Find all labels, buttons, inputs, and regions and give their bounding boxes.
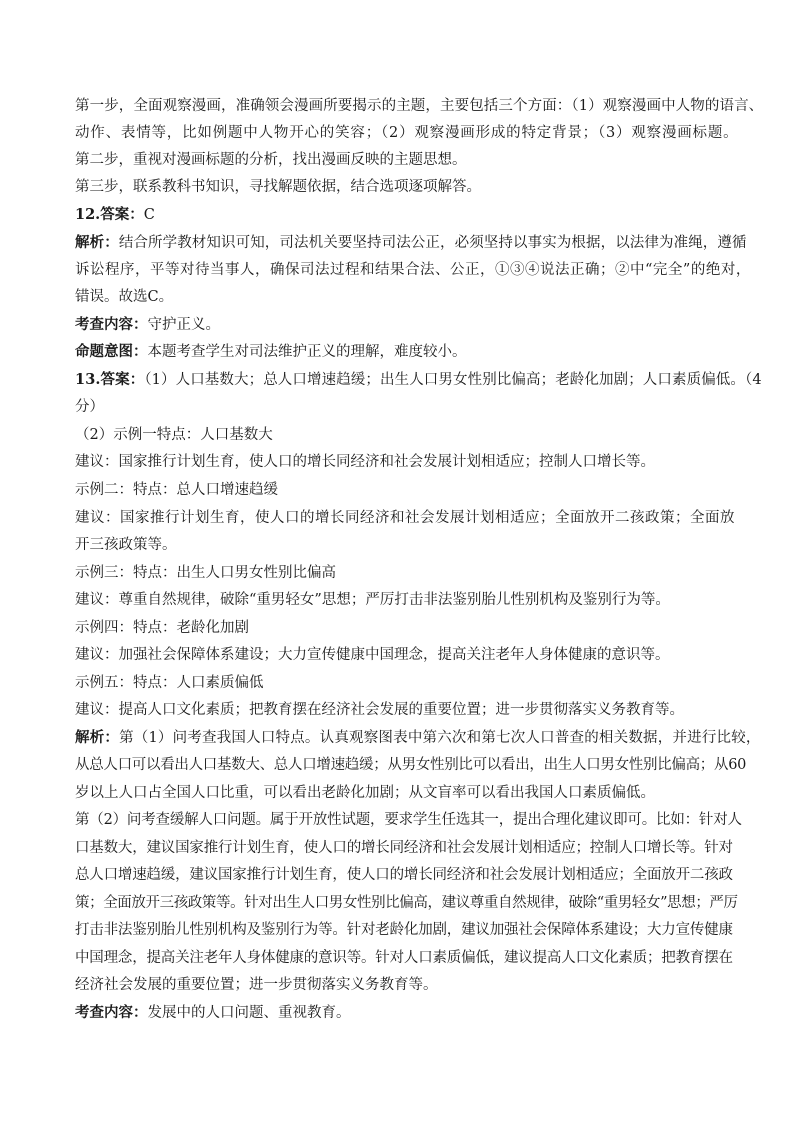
text-line: 口基数大，建议国家推行计划生育，使人口的增长同经济和社会发展计划相适应；控制人口增长等。针对 <box>75 840 733 856</box>
text-line: 分） <box>75 399 104 415</box>
text-line: 经济社会发展的重要位置；进一步贯彻落实义务教育等。 <box>75 977 438 993</box>
text-line: 动作、表情等，比如例题中人物开心的笑容；（2）观察漫画形成的特定背景；（3）观察漫画标题。 <box>75 125 739 141</box>
text-line: 诉讼程序，平等对待当事人，确保司法过程和结果合法、公正，①③④说法正确；②中“完全”的绝对， <box>75 262 751 278</box>
intent-text: 本题考查学生对司法维护正义的理解，难度较小。 <box>147 344 467 360</box>
answer-value: C <box>143 207 155 223</box>
text-line: 示例二：特点：总人口增速趋缓 <box>75 482 278 498</box>
answer-line <box>75 205 155 225</box>
text-line: （2）示例一特点：人口基数大 <box>75 427 273 443</box>
text-line: 建议：提高人口文化素质；把教育摆在经济社会发展的重要位置；进一步贯彻落实义务教育等。 <box>75 702 684 718</box>
content-label: 考查内容： <box>75 1004 148 1021</box>
analysis-label: 解析： <box>75 729 120 746</box>
text-line: 建议：国家推行计划生育，使人口的增长同经济和社会发展计划相适应；控制人口增长等。 <box>75 454 655 470</box>
intent-line <box>75 342 467 362</box>
text-line: 策；全面放开三孩政策等。针对出生人口男女性别比偏高，建议尊重自然规律，破除“重男轻女”思想；严厉 <box>75 895 738 911</box>
text-line: 建议：加强社会保障体系建设；大力宣传健康中国理念，提高关注老年人身体健康的意识等。 <box>75 647 670 663</box>
answer-label: 13.答案： <box>75 371 145 388</box>
content-line <box>75 315 220 335</box>
text-line: 示例四：特点：老龄化加剧 <box>75 620 249 636</box>
text-line: 第一步，全面观察漫画，准确领会漫画所要揭示的主题，主要包括三个方面：（1）观察漫画中人物的语言、 <box>75 98 764 114</box>
text-line: 示例五：特点：人口素质偏低 <box>75 675 264 691</box>
answer-label: 12.答案： <box>75 206 144 223</box>
text-line: 第二步，重视对漫画标题的分析，找出漫画反映的主题思想。 <box>75 152 467 168</box>
text-line: 从总人口可以看出人口基数大、总人口增速趋缓；从男女性别比可以看出，出生人口男女性别比偏高；从60 <box>75 757 747 773</box>
text-line: 第三步，联系教科书知识，寻找解题依据，结合选项逐项解答。 <box>75 179 481 195</box>
analysis-line <box>75 233 747 253</box>
content-line <box>75 1003 351 1023</box>
content-label: 考查内容： <box>75 316 148 333</box>
analysis-label: 解析： <box>75 234 119 251</box>
text-line: 建议：国家推行计划生育，使人口的增长同经济和社会发展计划相适应；全面放开二孩政策；全面放 <box>75 510 735 526</box>
answer-line <box>75 370 762 390</box>
text-line: 第（2）问考查缓解人口问题。属于开放性试题，要求学生任选其一，提出合理化建议即可。比如：针对人 <box>75 812 742 828</box>
intent-label: 命题意图： <box>75 343 148 360</box>
text-line: 开三孩政策等。 <box>75 537 177 553</box>
text-line: 总人口增速趋缓，建议国家推行计划生育，使人口的增长同经济和社会发展计划相适应；全面放开二孩政 <box>75 867 733 883</box>
text-line: 打击非法鉴别胎儿性别机构及鉴别行为等。针对老龄化加剧，建议加强社会保障体系建设；大力宣传健康 <box>75 922 733 938</box>
analysis-text: 结合所学教材知识可知，司法机关要坚持司法公正，必须坚持以事实为根据，以法律为准绳，遵循 <box>118 235 747 251</box>
text-line: 示例三：特点：出生人口男女性别比偏高 <box>75 565 336 581</box>
content-text: 发展中的人口问题、重视教育。 <box>147 1005 351 1021</box>
content-text: 守护正义。 <box>147 317 220 333</box>
text-line: 错误。故选C。 <box>75 289 174 305</box>
text-line: 岁以上人口占全国人口比重，可以看出老龄化加剧；从文盲率可以看出我国人口素质偏低。 <box>75 785 655 801</box>
text-line: 建议：尊重自然规律，破除“重男轻女”思想；严厉打击非法鉴别胎儿性别机构及鉴别行为等。 <box>75 592 670 608</box>
analysis-line <box>75 728 761 748</box>
analysis-text: 第（1）问考查我国人口特点。认真观察图表中第六次和第七次人口普查的相关数据，并进行比较， <box>119 730 761 746</box>
answer-text: （1）人口基数大；总人口增速趋缓；出生人口男女性别比偏高；老龄化加剧；人口素质偏低。（4 <box>144 372 762 388</box>
text-line: 中国理念，提高关注老年人身体健康的意识等。针对人口素质偏低，建议提高人口文化素质；把教育摆在 <box>75 950 733 966</box>
